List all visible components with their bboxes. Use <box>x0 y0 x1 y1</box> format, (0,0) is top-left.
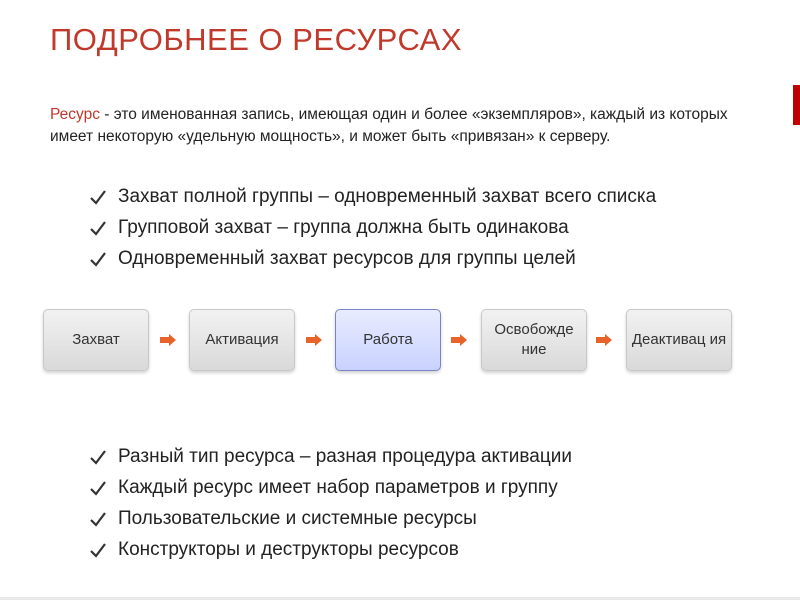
flow-step-capture: Захват <box>43 309 149 371</box>
checkmark-icon <box>88 534 110 565</box>
intro-keyword: Ресурс <box>50 106 100 123</box>
checkmark-icon <box>88 441 110 472</box>
list-item <box>88 472 572 503</box>
list-item-text: Одновременный захват ресурсов для группы целей <box>118 248 576 269</box>
arrow-right-icon <box>160 334 176 346</box>
checkmark-icon <box>88 503 110 534</box>
list-item <box>88 243 656 274</box>
intro-text: - это именованная запись, имеющая один и более «экземпляров», каждый из которых имеет некоторую «удельную мощность», и может быть «привязан» к серверу. <box>50 106 728 145</box>
arrow-right-icon <box>451 334 467 346</box>
list-item-text: Конструкторы и деструкторы ресурсов <box>118 539 459 560</box>
flow-step-release: Освобожде ние <box>481 309 587 371</box>
bullet-list-top <box>88 181 656 274</box>
slide-title: ПОДРОБНЕЕ О РЕСУРСАХ <box>50 22 463 57</box>
list-item <box>88 534 572 565</box>
flow-step-activation: Активация <box>189 309 295 371</box>
flow-step-work: Работа <box>335 309 441 371</box>
list-item-text: Разный тип ресурса – разная процедура активации <box>118 446 572 467</box>
list-item-text: Пользовательские и системные ресурсы <box>118 508 477 529</box>
checkmark-icon <box>88 243 110 274</box>
arrow-right-icon <box>596 334 612 346</box>
list-item-text: Захват полной группы – одновременный захват всего списка <box>118 186 657 207</box>
accent-bar <box>793 85 800 125</box>
intro-paragraph <box>50 104 750 148</box>
checkmark-icon <box>88 181 110 212</box>
checkmark-icon <box>88 212 110 243</box>
bullet-list-bottom <box>88 441 572 565</box>
list-item-text: Каждый ресурс имеет набор параметров и группу <box>118 477 558 498</box>
list-item <box>88 212 656 243</box>
checkmark-icon <box>88 472 110 503</box>
list-item <box>88 441 572 472</box>
list-item <box>88 181 656 212</box>
list-item <box>88 503 572 534</box>
process-flow <box>43 309 733 373</box>
arrow-right-icon <box>306 334 322 346</box>
list-item-text: Групповой захват – группа должна быть одинакова <box>118 217 569 238</box>
flow-step-deactivation: Деактивац ия <box>626 309 732 371</box>
